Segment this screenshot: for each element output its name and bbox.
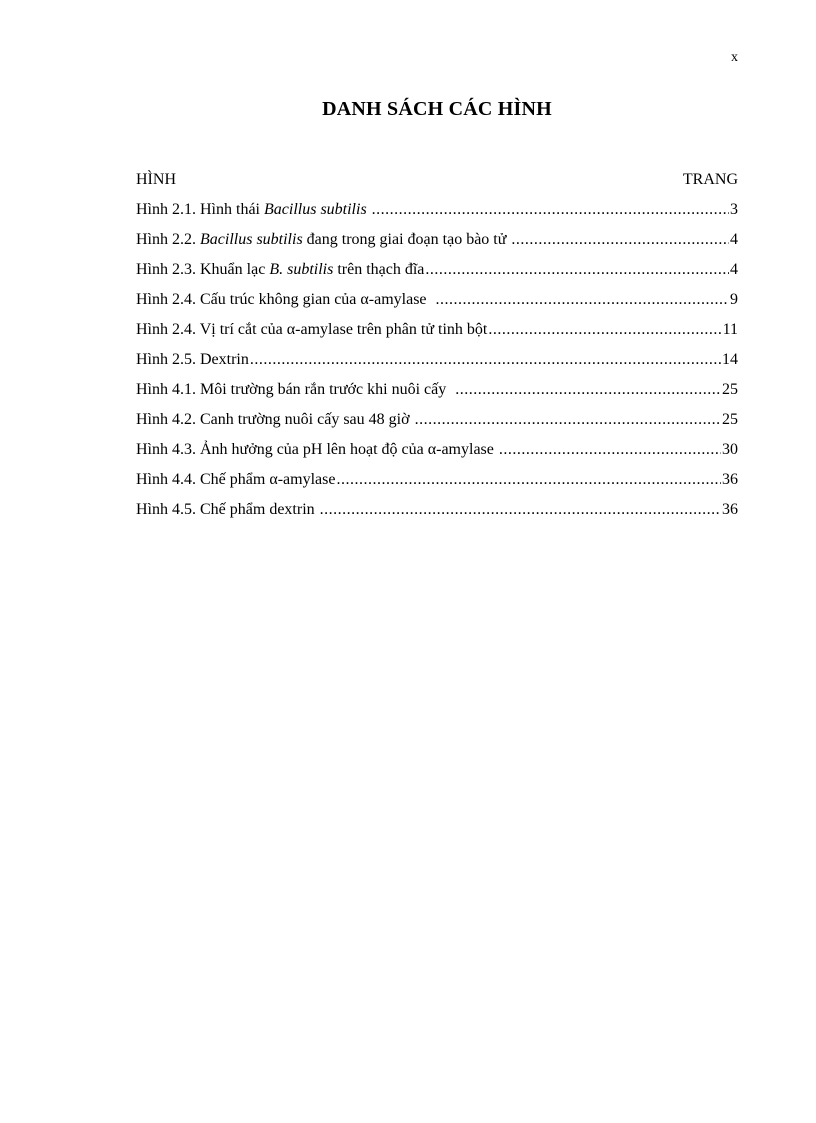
- figure-caption-species: Bacillus subtilis: [264, 201, 367, 218]
- dot-leader: [511, 230, 729, 250]
- figure-list-item: [136, 500, 738, 520]
- figure-caption-text: Hình 4.3. Ảnh hưởng của pH lên hoạt độ của α-amylase: [136, 441, 498, 458]
- figure-list-item: [136, 200, 738, 220]
- dot-leader: [320, 500, 721, 520]
- figure-caption-species: B. subtilis: [269, 261, 334, 278]
- figure-list-item: [136, 350, 738, 370]
- figure-page-number: 25: [722, 381, 738, 398]
- figure-caption-text: Hình 2.4. Vị trí cắt của α-amylase trên phân tử tinh bột: [136, 321, 488, 338]
- dot-leader: [436, 290, 729, 310]
- figure-list-item: [136, 410, 738, 430]
- figure-list-item: [136, 320, 738, 340]
- figure-page-number: 14: [722, 351, 738, 368]
- figure-list-item: [136, 290, 738, 310]
- dot-leader: [250, 350, 721, 370]
- figure-page-number: 4: [730, 261, 738, 278]
- figure-caption-text: Hình 4.1. Môi trường bán rắn trước khi nuôi cấy: [136, 381, 455, 398]
- figure-list-item: [136, 440, 738, 460]
- figure-caption: [136, 290, 435, 310]
- figure-list-item: [136, 470, 738, 490]
- figure-caption-text: Hình 2.2.: [136, 231, 200, 248]
- figure-page-number: 25: [722, 411, 738, 428]
- page-number: x: [731, 50, 738, 65]
- figure-list-item: [136, 380, 738, 400]
- figure-caption-text: Hình 4.2. Canh trường nuôi cấy sau 48 giờ: [136, 411, 414, 428]
- figure-page-number: 4: [730, 231, 738, 248]
- dot-leader: [488, 320, 721, 340]
- figure-caption: [136, 230, 510, 250]
- figure-caption-species: Bacillus subtilis: [200, 231, 303, 248]
- figure-list-item: [136, 230, 738, 250]
- figure-caption-text: Hình 2.5. Dextrin: [136, 351, 249, 368]
- figure-caption: [136, 320, 487, 340]
- figure-caption-text-end: [367, 201, 371, 218]
- figure-caption-text: Hình 4.5. Chế phẩm dextrin: [136, 501, 319, 518]
- figure-caption: [136, 440, 498, 460]
- figure-caption: [136, 260, 424, 280]
- dot-leader: [336, 470, 721, 490]
- figure-page-number: 36: [722, 471, 738, 488]
- figure-page-number: 30: [722, 441, 738, 458]
- figure-list-header: [136, 170, 738, 190]
- figure-page-number: 9: [730, 291, 738, 308]
- figure-list-rows: [136, 200, 738, 520]
- page-title: DANH SÁCH CÁC HÌNH: [322, 98, 552, 120]
- figure-column-header: HÌNH: [136, 171, 176, 188]
- dot-leader: [499, 440, 721, 460]
- figure-caption: [136, 200, 371, 220]
- figure-caption: [136, 350, 249, 370]
- figure-caption-text: Hình 2.1. Hình thái: [136, 201, 264, 218]
- figure-caption-text-end: đang trong giai đoạn tạo bào tử: [302, 231, 511, 248]
- figure-caption: [136, 500, 319, 520]
- figure-caption-text: Hình 2.3. Khuẩn lạc: [136, 261, 270, 278]
- figure-page-number: 11: [722, 321, 738, 338]
- dot-leader: [455, 380, 721, 400]
- figure-list-item: [136, 260, 738, 280]
- page-column-header: TRANG: [682, 171, 738, 188]
- figure-caption: [136, 470, 335, 490]
- figure-caption-text: Hình 4.4. Chế phẩm α-amylase: [136, 471, 336, 488]
- figure-list: [136, 170, 738, 530]
- figure-caption-text: Hình 2.4. Cấu trúc không gian của α-amylase: [136, 291, 435, 308]
- figure-caption: [136, 410, 414, 430]
- figure-caption: [136, 380, 454, 400]
- figure-caption-text-end: trên thạch đĩa: [333, 261, 425, 278]
- figure-page-number: 36: [722, 501, 738, 518]
- dot-leader: [425, 260, 729, 280]
- dot-leader: [415, 410, 721, 430]
- figure-page-number: 3: [730, 201, 738, 218]
- dot-leader: [372, 200, 729, 220]
